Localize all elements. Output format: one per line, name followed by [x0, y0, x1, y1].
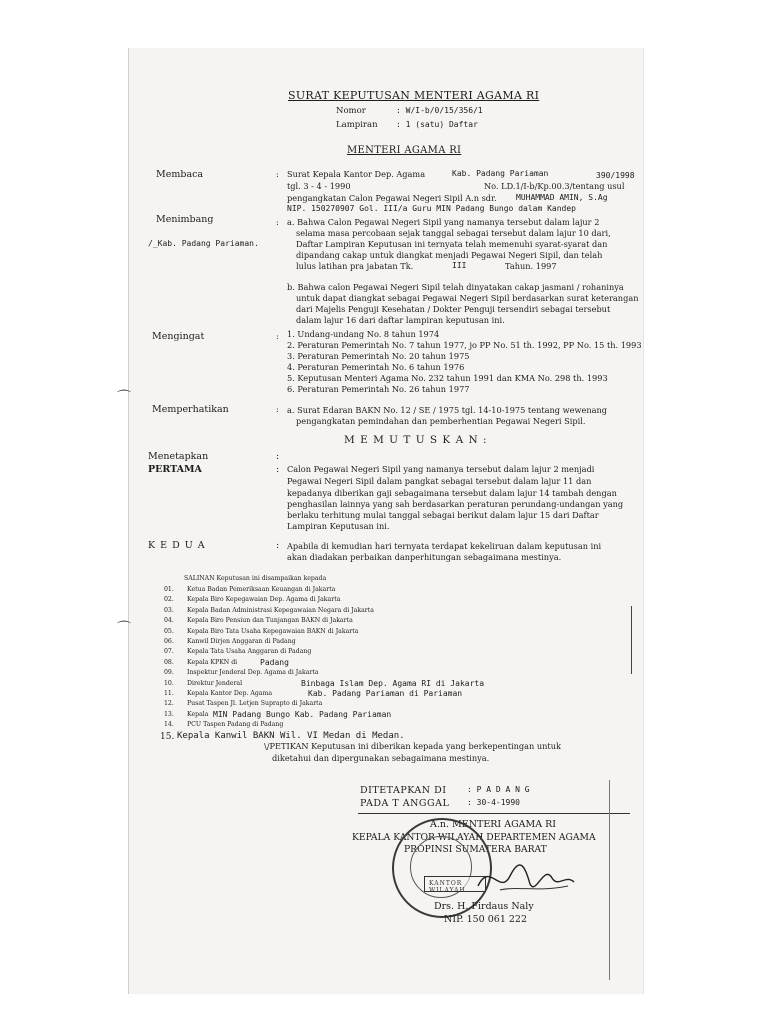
salinan-item-number: 15. [160, 731, 175, 742]
signatory-nip: NIP. 150 061 222 [444, 914, 528, 925]
ditetapkan-di-label: DITETAPKAN DI [360, 785, 447, 796]
colon: : [276, 451, 280, 462]
salinan-item-text: Inspektur Jenderal Dep. Agama di Jakarta [187, 669, 319, 677]
salinan-item-text: Kepala Kantor Dep. Agama [187, 690, 273, 697]
salinan-item-text: Kanwil Dirjen Anggaran di Padang [187, 638, 296, 645]
salinan-item-text: Direktur Jenderal [187, 679, 243, 687]
colon: : [276, 404, 279, 414]
signature-divider [358, 813, 630, 814]
pertama-line1: Calon Pegawai Negeri Sipil yang namanya tersebut dalam lajur 2 menjadi [287, 464, 595, 474]
menimbang-sub: /_Kab. Padang Pariaman. [148, 239, 259, 248]
menimbang-label: Menimbang [156, 214, 214, 225]
ditetapkan-tgl-label: PADA T ANGGAL [360, 798, 450, 809]
pertama-line5: berlaku terhitung mulai tanggal sebagai berikut dalam lajur 15 dari Daftar [287, 510, 599, 520]
kedua-label: K E D U A [148, 540, 206, 551]
mengingat-item-6: 6. Peraturan Pemerintah No. 26 tahun 1977 [287, 384, 470, 394]
membaca-line1-right: 390/1998 [596, 171, 635, 180]
mengingat-item-4: 4. Peraturan Pemerintah No. 6 tahun 1976 [287, 362, 465, 372]
mengingat-label: Mengingat [152, 331, 205, 342]
membaca-line2: tgl. 3 - 4 - 1990 [287, 181, 351, 191]
salinan-item-number: 06. [164, 638, 174, 645]
membaca-line3: pengangkatan Calon Pegawai Negeri Sipil A.n sdr. [287, 193, 497, 203]
menimbang-a-line4: dipandang cakap untuk diangkat menjadi Pegawai Negeri Sipil, dan telah [296, 250, 603, 260]
salinan-item-text: PCU Taspen Padang di Padang [187, 721, 284, 729]
colon: : [276, 169, 279, 179]
colon: : [276, 331, 279, 341]
salinan-item-text: Kepala Tata Usaha Anggaran di Padang [187, 648, 312, 656]
membaca-line4: NIP. 150270907 Gol. III/a Guru MIN Padang Bungo dalam Kandep [287, 204, 576, 213]
kedua-line1: Apabila di kemudian hari ternyata terdapat kekeliruan dalam keputusan ini [287, 541, 602, 551]
nomor-value: : W/I-b/0/15/356/1 [396, 106, 483, 115]
salinan-item-typed: MIN Padang Bungo Kab. Padang Pariaman [213, 709, 392, 719]
memutuskan-heading: M E M U T U S K A N : [344, 434, 488, 446]
membaca-line3-typed: MUHAMMAD AMIN, S.Ag [516, 193, 608, 202]
edge-mark [631, 606, 632, 674]
salinan-item-number: 04. [164, 617, 174, 625]
memperhatikan-line2: pengangkatan pemindahan dan pemberhentian Pegawai Negeri Sipil. [296, 416, 586, 426]
salinan-item-text: Kepala Biro Kepegawaian Dep. Agama di Jakarta [187, 596, 341, 604]
colon: : [276, 464, 280, 475]
nomor-label: Nomor [336, 106, 366, 116]
salinan-item-number: 05. [164, 627, 174, 635]
menimbang-b-line1: b. Bahwa calon Pegawai Negeri Sipil telah dinyatakan cakap jasmani / rohaninya [287, 282, 624, 292]
page-edge [643, 48, 644, 994]
salinan-item-number: 12. [164, 700, 174, 708]
menimbang-a-tahun: Tahun. 1997 [505, 261, 557, 271]
pertama-line2: Pegawai Negeri Sipil dalam pangkat sebagai tersebut dalam lajur 11 dan [287, 476, 592, 486]
menimbang-a-line1: a. Bahwa Calon Pegawai Negeri Sipil yang namanya tersebut dalam lajur 2 [287, 217, 600, 227]
salinan-item-number: 01. [164, 586, 174, 593]
colon: : [276, 217, 279, 227]
pertama-line4: penghasilan lainnya yang sah berdasarkan peraturan perundang-undangan yang [287, 499, 624, 509]
memperhatikan-line1: a. Surat Edaran BAKN No. 12 / SE / 1975 tgl. 14-10-1975 tentang wewenang [287, 405, 607, 415]
signature-line2: KEPALA KANTOR WILAYAH DEPARTEMEN AGAMA [352, 832, 596, 843]
petikan-line1: \/PETIKAN Keputusan ini diberikan kepada yang berkepentingan untuk [264, 741, 561, 751]
colon: : [276, 540, 280, 551]
menetapkan-label: Menetapkan [148, 451, 209, 462]
menimbang-a-tk: III [452, 261, 467, 270]
salinan-item-number: 08. [164, 658, 174, 666]
membaca-label: Membaca [156, 169, 204, 180]
salinan-intro: SALINAN Keputusan ini disampaikan kepada [184, 575, 327, 582]
mengingat-item-2: 2. Peraturan Pemerintah No. 7 tahun 1977, jo PP No. 51 th. 1992, PP No. 15 th. 1993 [287, 340, 642, 350]
menimbang-b-line4: dalam lajur 16 dari daftar lampiran keputusan ini. [296, 315, 505, 325]
menimbang-b-line2: untuk dapat diangkat sebagai Pegawai Negeri Sipil berdasarkan surat keterangan [296, 293, 639, 303]
salinan-item-number: 02. [164, 596, 174, 604]
salinan-item-number: 11. [164, 690, 174, 697]
menimbang-a-line5: lulus latihan pra jabatan Tk. [296, 261, 414, 271]
signatory-name: Drs. H. Firdaus Naly [434, 901, 534, 912]
salinan-item-text: Kepala [187, 710, 209, 718]
document-title: SURAT KEPUTUSAN MENTERI AGAMA RI [288, 89, 540, 102]
salinan-item-typed: Kepala Kanwil BAKN Wil. VI Medan di Medan. [177, 730, 405, 741]
seal-label: KANTOR WILAYAH [429, 880, 466, 894]
salinan-item-text: Ketua Badan Pemeriksaan Keuangan di Jakarta [187, 586, 336, 593]
memperhatikan-label: Memperhatikan [152, 404, 229, 415]
salinan-item-number: 13. [164, 710, 174, 718]
document-subtitle: MENTERI AGAMA RI [347, 145, 462, 156]
handwritten-signature [470, 856, 580, 906]
petikan-line2: diketahui dan dipergunakan sebagaimana mestinya. [272, 753, 490, 763]
mengingat-item-3: 3. Peraturan Pemerintah No. 20 tahun 1975 [287, 351, 470, 361]
salinan-item-text: Kepala Badan Administrasi Kepegawaian Negara di Jakarta [187, 606, 374, 614]
salinan-item-number: 14. [164, 721, 174, 729]
salinan-item-typed: Binbaga Islam Dep. Agama RI di Jakarta [301, 678, 485, 688]
signature-line1: A.n. MENTERI AGAMA RI [430, 819, 557, 830]
mengingat-item-1: 1. Undang-undang No. 8 tahun 1974 [287, 329, 440, 339]
membaca-line2-mid: No. LD.1/I-b/Kp.00.3/tentang usul [484, 181, 625, 191]
menimbang-a-line3: Daftar Lampiran Keputusan ini ternyata telah memenuhi syarat-syarat dan [296, 239, 608, 249]
membaca-line1: Surat Kepala Kantor Dep. Agama [287, 169, 426, 179]
salinan-item-typed: Kab. Padang Pariaman di Pariaman [308, 689, 463, 698]
menimbang-a-line2: selama masa percobaan sejak tanggal sebagai tersebut dalam lajur 10 dari, [296, 228, 611, 238]
salinan-item-number: 09. [164, 669, 174, 677]
ditetapkan-di-value: : P A D A N G [467, 785, 530, 794]
mengingat-item-5: 5. Keputusan Menteri Agama No. 232 tahun 1991 dan KMA No. 298 th. 1993 [287, 373, 608, 383]
lampiran-value: : 1 (satu) Daftar [396, 120, 478, 129]
edge-mark [609, 780, 610, 980]
salinan-item-typed: Padang [260, 657, 289, 667]
pertama-line3: kepadanya diberikan gaji sebagaimana tersebut dalam lajur 14 tambah dengan [287, 488, 617, 498]
ditetapkan-tgl-value: : 30-4-1990 [467, 798, 520, 807]
salinan-item-text: Pusat Taspen Jl. Letjen Suprapto di Jakarta [187, 700, 323, 708]
pertama-label: PERTAMA [148, 464, 202, 475]
binder-mark-icon: ⌒ [117, 390, 131, 406]
salinan-item-number: 03. [164, 606, 174, 614]
salinan-item-number: 10. [164, 679, 174, 687]
salinan-item-text: Kepala Biro Pensiun dan Tunjangan BAKN di Jakarta [187, 617, 353, 625]
lampiran-label: Lampiran [336, 120, 378, 130]
salinan-item-text: Kepala KPKN di [187, 658, 238, 666]
menimbang-b-line3: dari Majelis Penguji Kesehatan / Dokter Penguji tersendiri sebagai tersebut [296, 304, 611, 314]
pertama-line6: Lampiran Keputusan ini. [287, 521, 390, 531]
salinan-item-text: Kepala Biro Tata Usaha Kepegawaian BAKN di Jakarta [187, 627, 359, 635]
membaca-line1-typed: Kab. Padang Pariaman [452, 169, 549, 178]
signature-line3: PROPINSI SUMATERA BARAT [404, 844, 547, 855]
kedua-line2: akan diadakan perbaikan danperhitungan sebagaimana mestinya. [287, 552, 562, 562]
salinan-item-number: 07. [164, 648, 174, 656]
binder-mark-icon: ⌒ [117, 621, 131, 637]
